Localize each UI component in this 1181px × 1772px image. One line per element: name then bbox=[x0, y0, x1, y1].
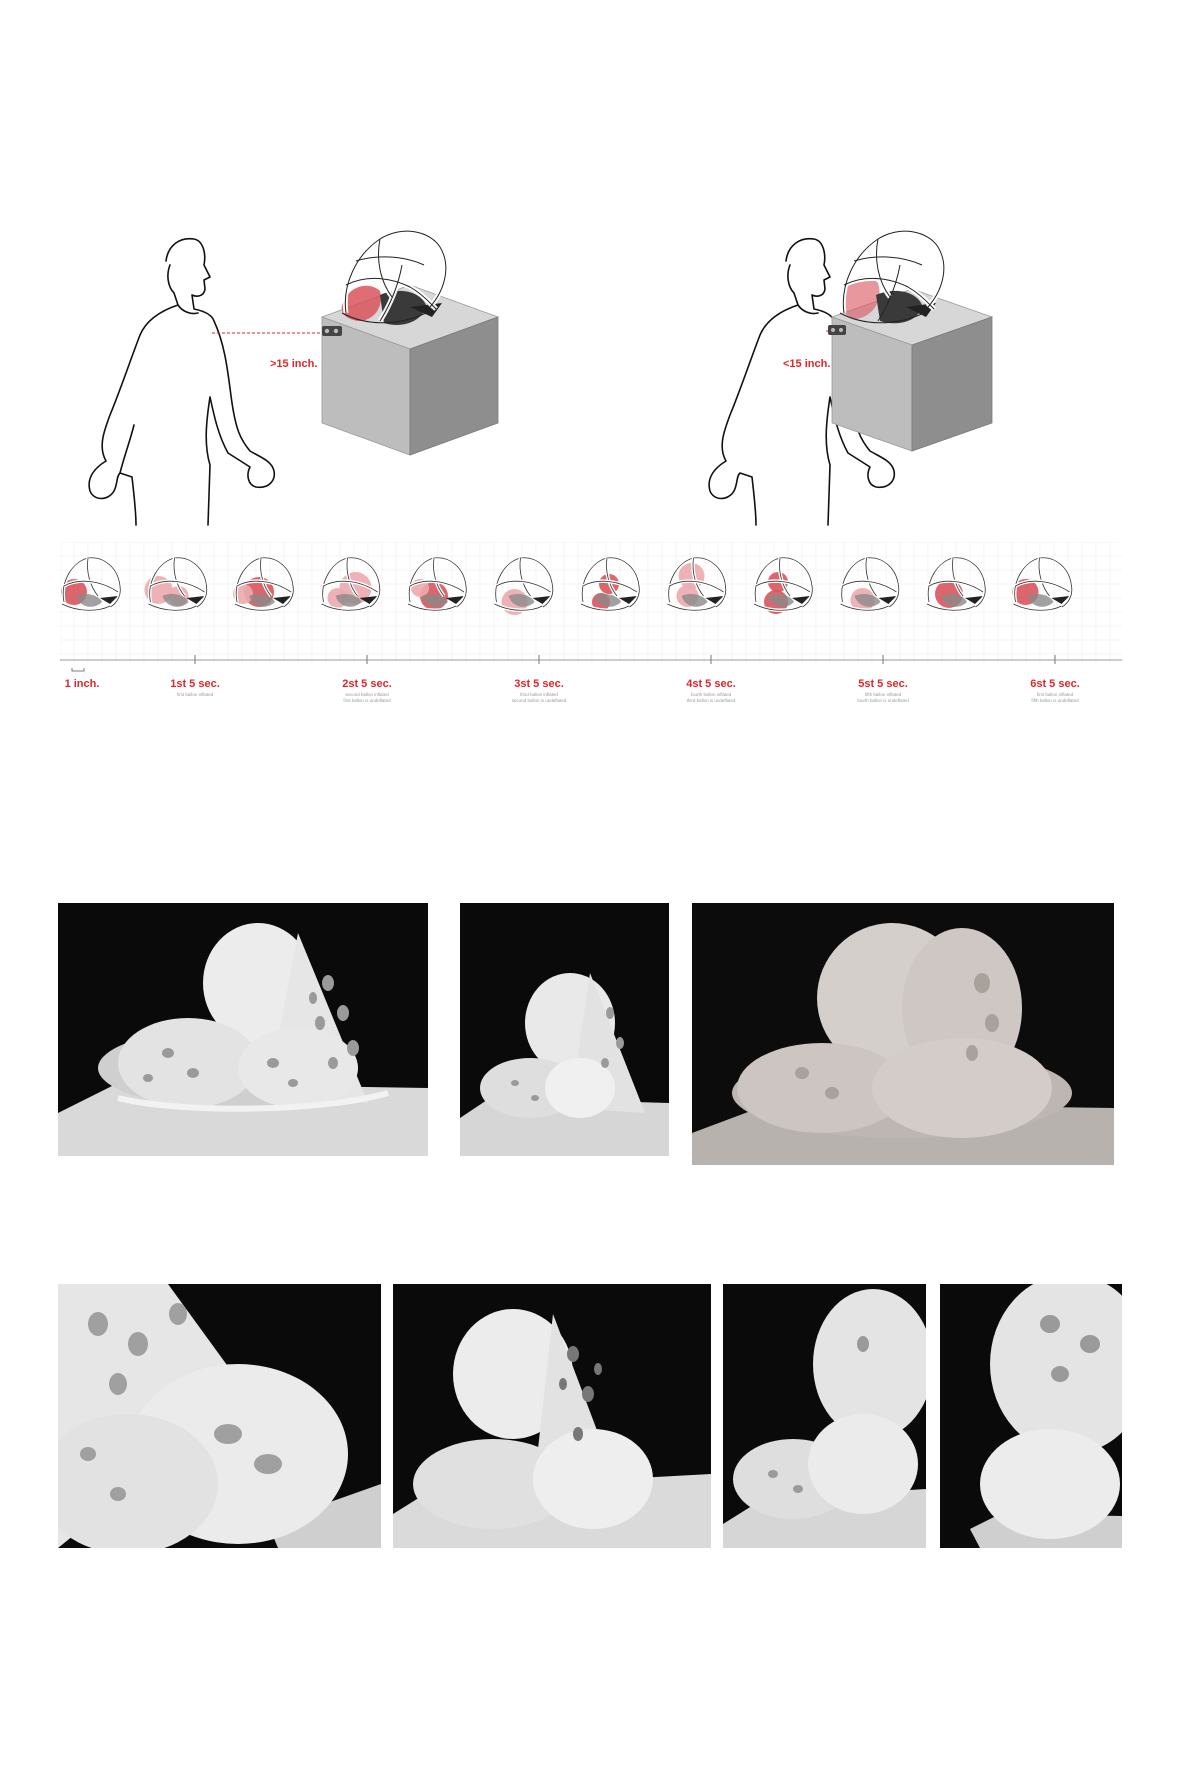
timeline-sublabel-line2: fifth ballon is undeflated bbox=[1031, 698, 1079, 703]
inflatable-sculpture-icon bbox=[342, 231, 446, 325]
timeline-sublabel bbox=[857, 692, 909, 704]
timeline-sublabel bbox=[512, 692, 567, 704]
timeline-sublabel bbox=[343, 692, 390, 704]
person-silhouette-icon bbox=[89, 239, 274, 525]
timeline-label: 4st 5 sec. bbox=[686, 678, 736, 690]
proximity-sensor-icon bbox=[322, 326, 342, 336]
sculpture-thumbnail bbox=[754, 558, 812, 614]
sculpture-thumbnail bbox=[841, 558, 899, 612]
timeline-label: 6st 5 sec. bbox=[1030, 678, 1080, 690]
proximity-sensor-icon bbox=[828, 325, 846, 335]
timeline-sublabel-line1: second ballon inflated bbox=[345, 692, 389, 697]
inflatable-sculpture-icon bbox=[840, 231, 944, 323]
detail-photo-3 bbox=[723, 1284, 926, 1548]
timeline-label: 2st 5 sec. bbox=[342, 678, 392, 690]
timeline-sublabel bbox=[687, 692, 736, 704]
detail-photo-4 bbox=[940, 1284, 1122, 1548]
timeline-sublabel-line1: first ballon inflated bbox=[1036, 692, 1074, 697]
timeline-sublabel-line2: fourth ballon is undeflated bbox=[857, 698, 909, 703]
detail-photo-2 bbox=[393, 1284, 711, 1548]
timeline-sublabel bbox=[1031, 692, 1078, 704]
distance-label-far: >15 inch. bbox=[270, 358, 318, 370]
timeline-label: 1st 5 sec. bbox=[170, 678, 220, 690]
timeline-sublabel-line2: first ballon is undeflated bbox=[343, 698, 391, 703]
timeline-sublabel-line2: second ballon is undeflated bbox=[511, 698, 567, 703]
timeline-sublabel-line2: third ballon is undeflated bbox=[686, 698, 736, 703]
timeline-sublabel-line1: fourth ballon inflated bbox=[690, 692, 732, 697]
scene-left bbox=[80, 225, 600, 535]
sculpture-thumbnail bbox=[581, 558, 639, 611]
timeline-grid bbox=[60, 542, 1122, 672]
sculpture-thumbnail bbox=[495, 558, 553, 615]
model-photo-2 bbox=[460, 903, 669, 1156]
timeline-label: 3st 5 sec. bbox=[514, 678, 564, 690]
scale-bracket bbox=[72, 668, 84, 671]
timeline-sublabel bbox=[177, 692, 213, 698]
distance-label-near: <15 inch. bbox=[783, 358, 831, 370]
timeline-label: 5st 5 sec. bbox=[858, 678, 908, 690]
timeline-sublabel-line1: third ballon inflated bbox=[520, 692, 558, 697]
scale-label: 1 inch. bbox=[64, 678, 100, 690]
timeline-sublabel-line1: first ballon inflated bbox=[176, 692, 214, 697]
model-photo-3 bbox=[692, 903, 1114, 1165]
detail-photo-1 bbox=[58, 1284, 381, 1548]
scene-right bbox=[700, 225, 1120, 535]
model-photo-1 bbox=[58, 903, 428, 1156]
timeline-sublabel-line1: fifth ballon inflated bbox=[864, 692, 902, 697]
